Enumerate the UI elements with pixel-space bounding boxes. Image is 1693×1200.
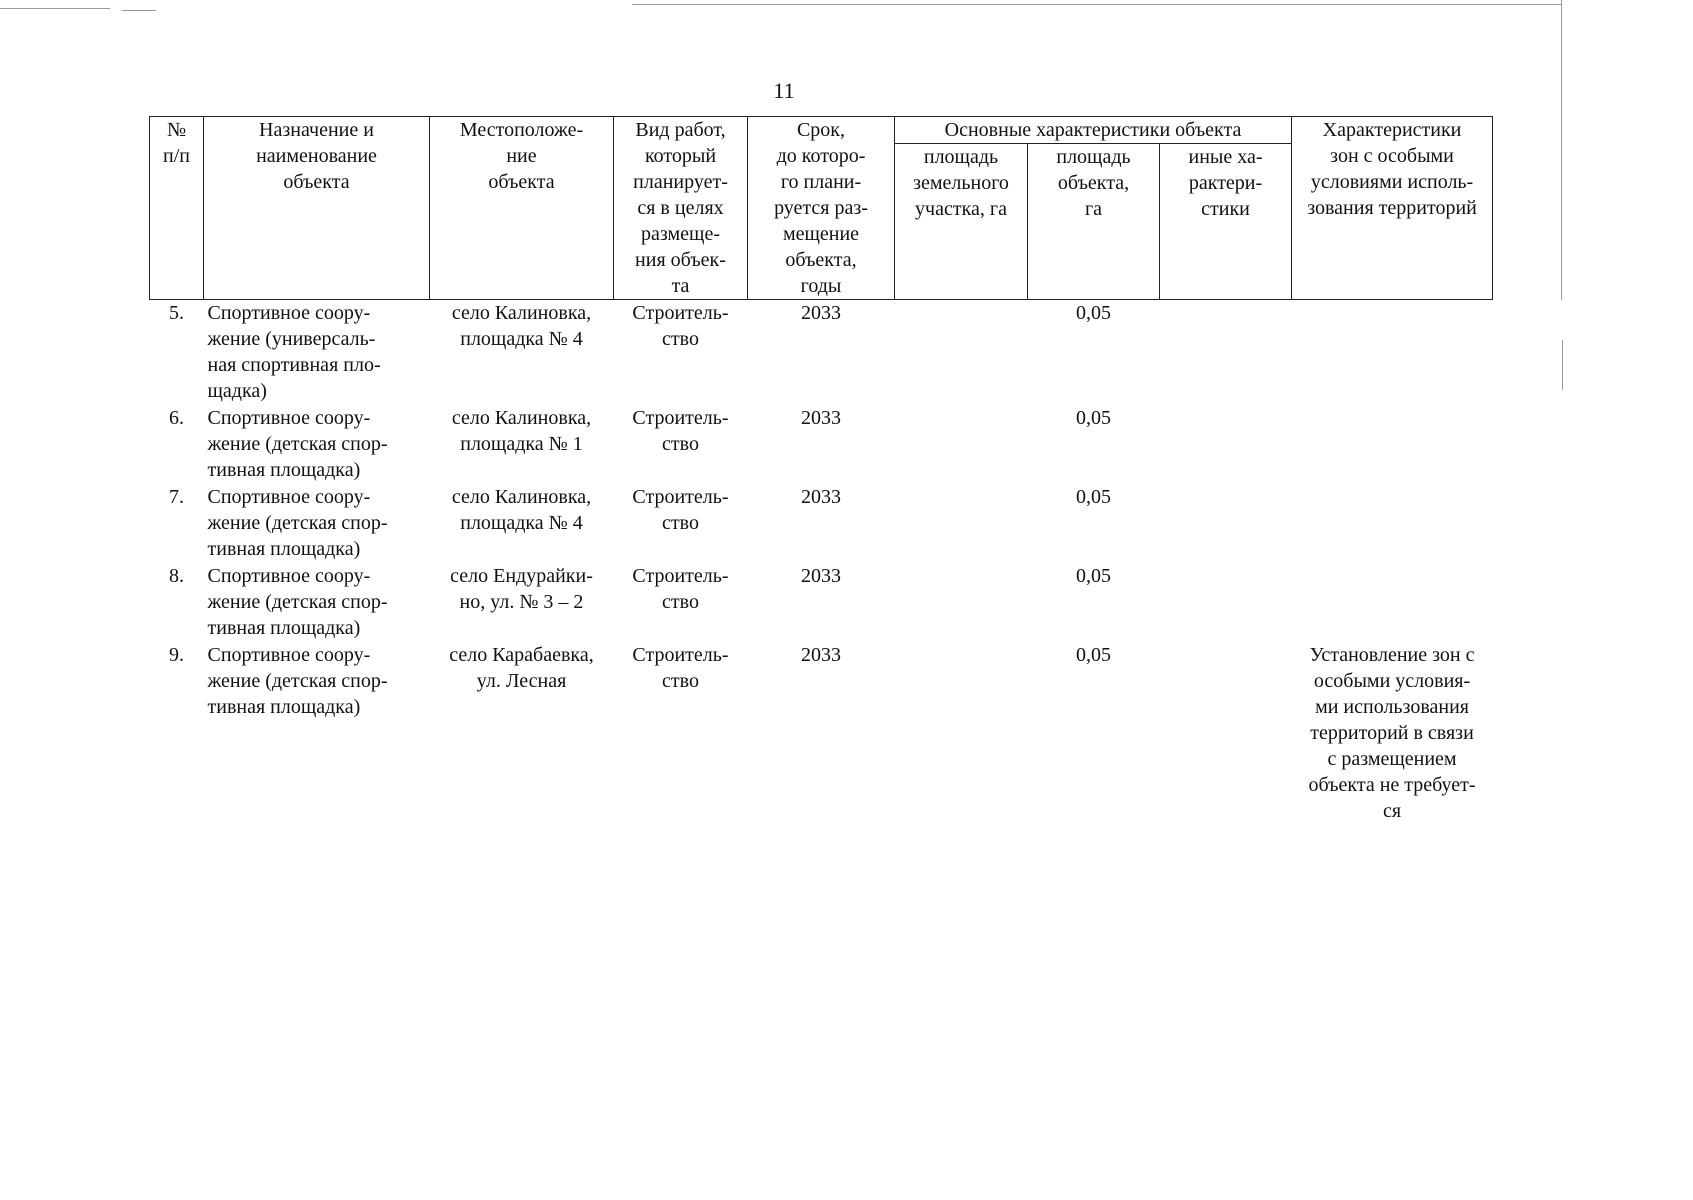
row-num: 9. [169, 644, 184, 666]
row-term: 2033 [801, 302, 841, 324]
scan-edge-line [122, 10, 156, 11]
row-other-chars [1160, 484, 1292, 563]
row-num: 5. [169, 302, 184, 324]
scan-edge-line [0, 8, 110, 9]
col-name-header: Назначение и наименование объекта [204, 117, 430, 300]
row-name: Спортивное соору- жение (детская спор- тивная площадка) [207, 565, 388, 639]
col-main-chars-header: Основные характеристики объекта [895, 117, 1292, 144]
header-row [150, 117, 1493, 144]
row-term: 2033 [801, 407, 841, 429]
row-object-area: 0,05 [1076, 486, 1111, 508]
table-row [150, 563, 1493, 642]
row-term: 2033 [801, 486, 841, 508]
row-work-type: Строитель- ство [632, 407, 729, 455]
row-name: Спортивное соору- жение (детская спор- тивная площадка) [207, 486, 388, 560]
row-zones [1292, 300, 1493, 406]
row-other-chars [1160, 300, 1292, 406]
scan-edge-line [1561, 0, 1562, 300]
row-work-type: Строитель- ство [632, 302, 729, 350]
row-location: село Калиновка, площадка № 1 [451, 407, 592, 455]
col-work-type-header: Вид работ, который планирует- ся в целях размеще- ния объек- та [614, 117, 748, 300]
row-zones [1292, 405, 1493, 484]
row-work-type: Строитель- ство [632, 486, 729, 534]
row-land-area [895, 405, 1028, 484]
row-name: Спортивное соору- жение (универсаль- ная спортивная пло- щадка) [207, 302, 381, 402]
row-other-chars [1160, 563, 1292, 642]
row-location: село Калиновка, площадка № 4 [451, 302, 592, 350]
row-num: 8. [169, 565, 184, 587]
col-num-header: № п/п [150, 117, 204, 300]
row-land-area [895, 642, 1028, 825]
table-row [150, 642, 1493, 825]
row-land-area [895, 484, 1028, 563]
row-object-area: 0,05 [1076, 644, 1111, 666]
row-location: село Калиновка, площадка № 4 [451, 486, 592, 534]
row-name: Спортивное соору- жение (детская спор- тивная площадка) [207, 644, 388, 718]
table-row [150, 484, 1493, 563]
col-term-header: Срок, до которо- го плани- руется раз- мещение объекта, годы [748, 117, 895, 300]
objects-table [149, 116, 1493, 825]
row-term: 2033 [801, 565, 841, 587]
row-land-area [895, 300, 1028, 406]
col-location-header: Местоположе- ние объекта [430, 117, 614, 300]
col-object-area-header: площадь объекта, га [1028, 144, 1160, 300]
row-object-area: 0,05 [1076, 565, 1111, 587]
row-zones: Установление зон с особыми условия- ми использования территорий в связи с размещением объекта не требует- ся [1308, 644, 1476, 822]
row-zones [1292, 563, 1493, 642]
row-name: Спортивное соору- жение (детская спор- тивная площадка) [207, 407, 388, 481]
row-work-type: Строитель- ство [632, 644, 729, 692]
row-object-area: 0,05 [1076, 407, 1111, 429]
col-land-area-header: площадь земельного участка, га [895, 144, 1028, 300]
row-location: село Карабаевка, ул. Лесная [449, 644, 594, 692]
row-location: село Ендурайки- но, ул. № 3 – 2 [450, 565, 593, 613]
row-zones [1292, 484, 1493, 563]
row-object-area: 0,05 [1076, 302, 1111, 324]
table-row [150, 300, 1493, 406]
row-num: 6. [169, 407, 184, 429]
row-term: 2033 [801, 644, 841, 666]
table-row [150, 405, 1493, 484]
page-number: 11 [773, 78, 795, 103]
row-land-area [895, 563, 1028, 642]
col-zones-header: Характеристики зон с особыми условиями исполь- зования территорий [1292, 117, 1493, 300]
row-num: 7. [169, 486, 184, 508]
scan-edge-line [632, 4, 1562, 5]
row-other-chars [1160, 405, 1292, 484]
row-work-type: Строитель- ство [632, 565, 729, 613]
scan-edge-line [1562, 340, 1563, 390]
col-other-chars-header: иные ха- рактери- стики [1160, 144, 1292, 300]
row-other-chars [1160, 642, 1292, 825]
